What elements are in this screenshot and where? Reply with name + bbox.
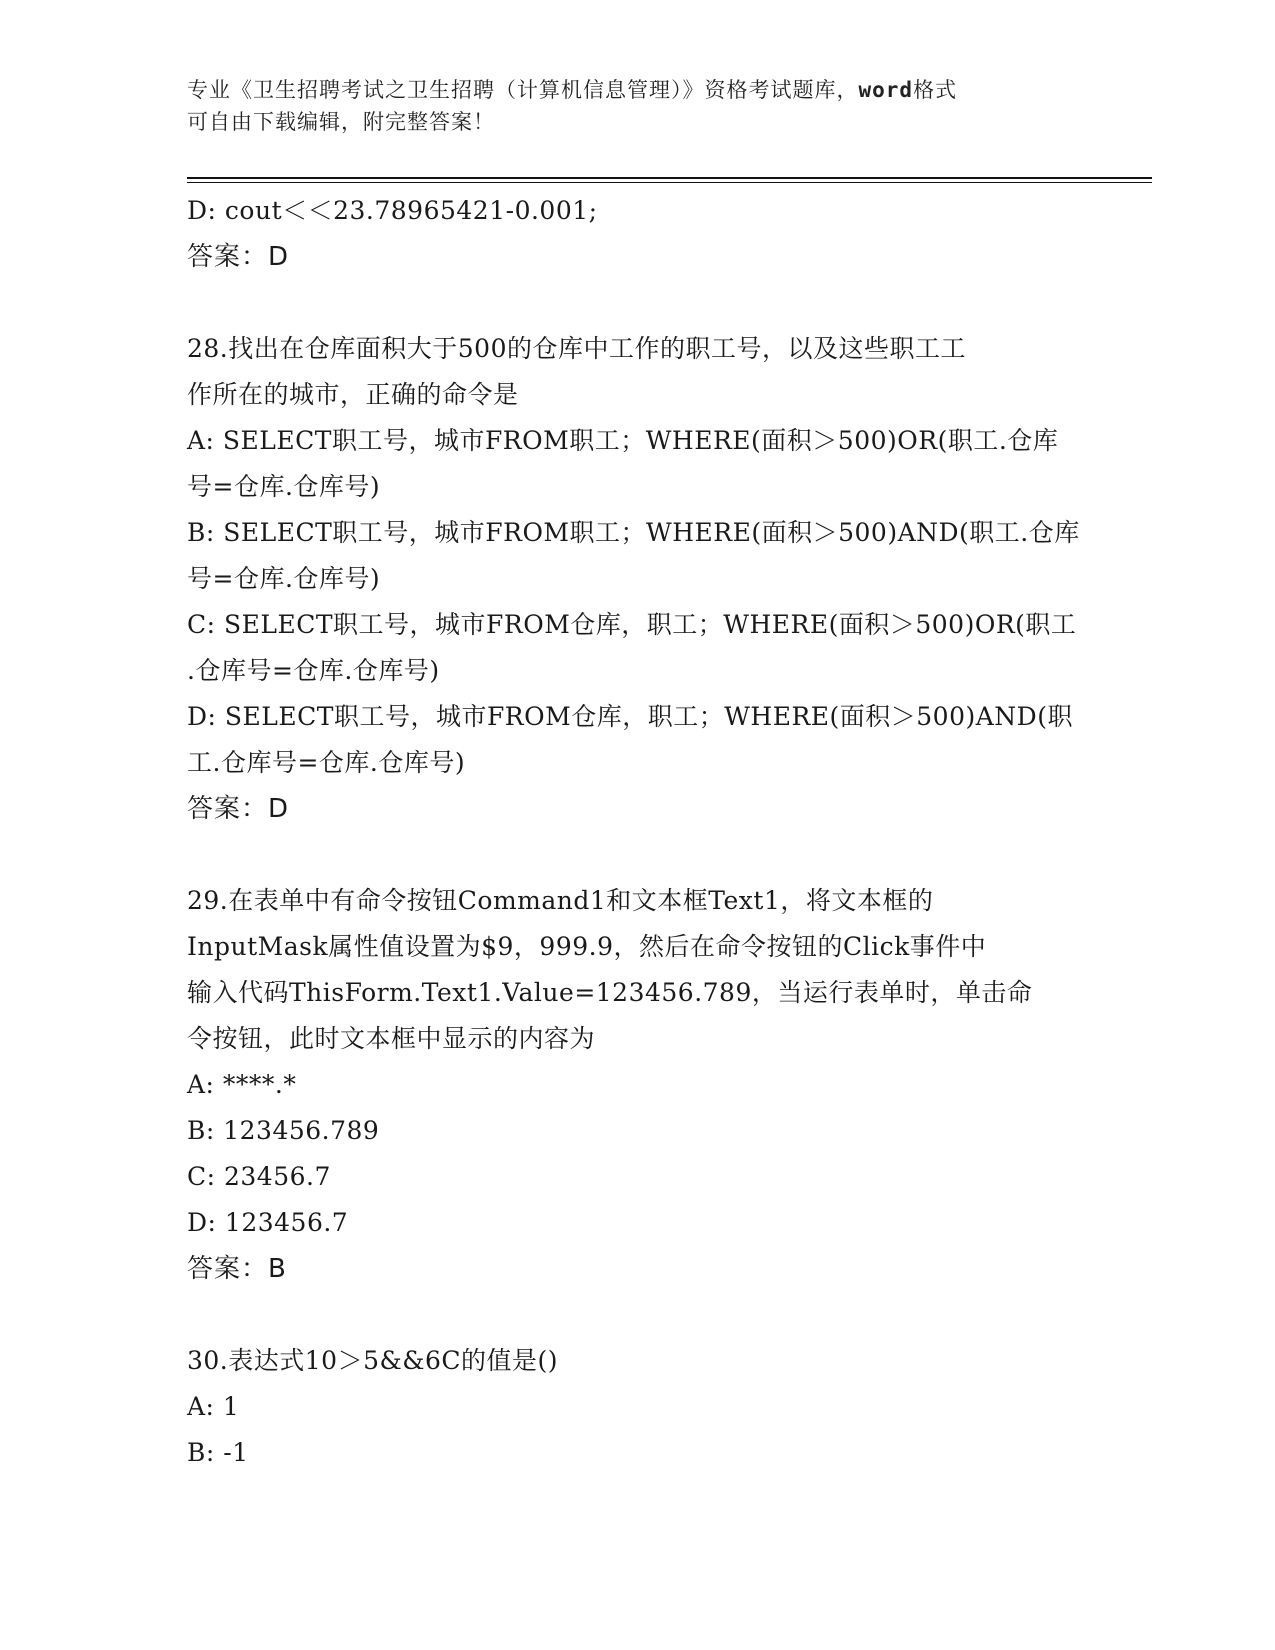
spacer xyxy=(187,280,1087,326)
q29-stem-line: 输入代码ThisForm.Text1.Value=123456.789，当运行表单时，单击命 xyxy=(187,978,1033,1007)
q28-option-a: A: SELECT职工号，城市FROM职工；WHERE(面积＞500)OR(职工.仓库 xyxy=(187,426,1059,455)
q28-answer: 答案：D xyxy=(187,794,290,824)
q28-option-d: D: SELECT职工号，城市FROM仓库，职工；WHERE(面积＞500)AND(职 xyxy=(187,702,1073,731)
question-28 xyxy=(187,326,1087,832)
header-title-text: 专业《卫生招聘考试之卫生招聘（计算机信息管理）》资格考试题库， xyxy=(187,78,859,102)
q29-stem-line: InputMask属性值设置为$9，999.9，然后在命令按钮的Click事件中 xyxy=(187,932,987,961)
q29-option-b: B: 123456.789 xyxy=(187,1116,380,1145)
q28-option-a-cont: 号=仓库.仓库号) xyxy=(187,472,381,501)
q28-option-d-cont: 工.仓库号=仓库.仓库号) xyxy=(187,748,466,777)
q29-option-c: C: 23456.7 xyxy=(187,1162,331,1191)
header-divider-thick xyxy=(187,177,1152,179)
q28-option-b-cont: 号=仓库.仓库号) xyxy=(187,564,381,593)
q28-stem-line: 28.找出在仓库面积大于500的仓库中工作的职工号，以及这些职工工 xyxy=(187,334,966,363)
q28-option-c-cont: .仓库号=仓库.仓库号) xyxy=(187,656,440,685)
question-29 xyxy=(187,878,1087,1292)
question-content xyxy=(187,188,1087,1476)
q29-answer: 答案：B xyxy=(187,1254,287,1284)
q29-option-d: D: 123456.7 xyxy=(187,1208,349,1237)
q28-option-b: B: SELECT职工号，城市FROM职工；WHERE(面积＞500)AND(职工.仓库 xyxy=(187,518,1080,547)
q28-option-c: C: SELECT职工号，城市FROM仓库，职工；WHERE(面积＞500)OR(职工 xyxy=(187,610,1077,639)
prev-answer: 答案：D xyxy=(187,242,290,272)
document-header xyxy=(187,74,1067,138)
header-divider-thin xyxy=(187,182,1152,183)
q30-option-b: B: -1 xyxy=(187,1438,249,1467)
header-word-text: word xyxy=(858,78,914,102)
question-30 xyxy=(187,1338,1087,1476)
q28-stem-line: 作所在的城市，正确的命令是 xyxy=(187,380,519,409)
q29-stem-line: 令按钮，此时文本框中显示的内容为 xyxy=(187,1024,596,1053)
prev-option-d: D: cout＜＜23.78965421-0.001; xyxy=(187,196,598,225)
q29-stem-line: 29.在表单中有命令按钮Command1和文本框Text1，将文本框的 xyxy=(187,886,934,915)
header-line-2: 可自由下载编辑，附完整答案！ xyxy=(187,110,495,134)
q30-option-a: A: 1 xyxy=(187,1392,240,1421)
header-format-text: 格式 xyxy=(913,78,958,102)
q29-option-a: A: ****.* xyxy=(187,1070,297,1099)
q30-stem-line: 30.表达式10＞5&&6C的值是() xyxy=(187,1346,559,1375)
spacer xyxy=(187,1292,1087,1338)
spacer xyxy=(187,832,1087,878)
header-line-1 xyxy=(187,74,1067,106)
